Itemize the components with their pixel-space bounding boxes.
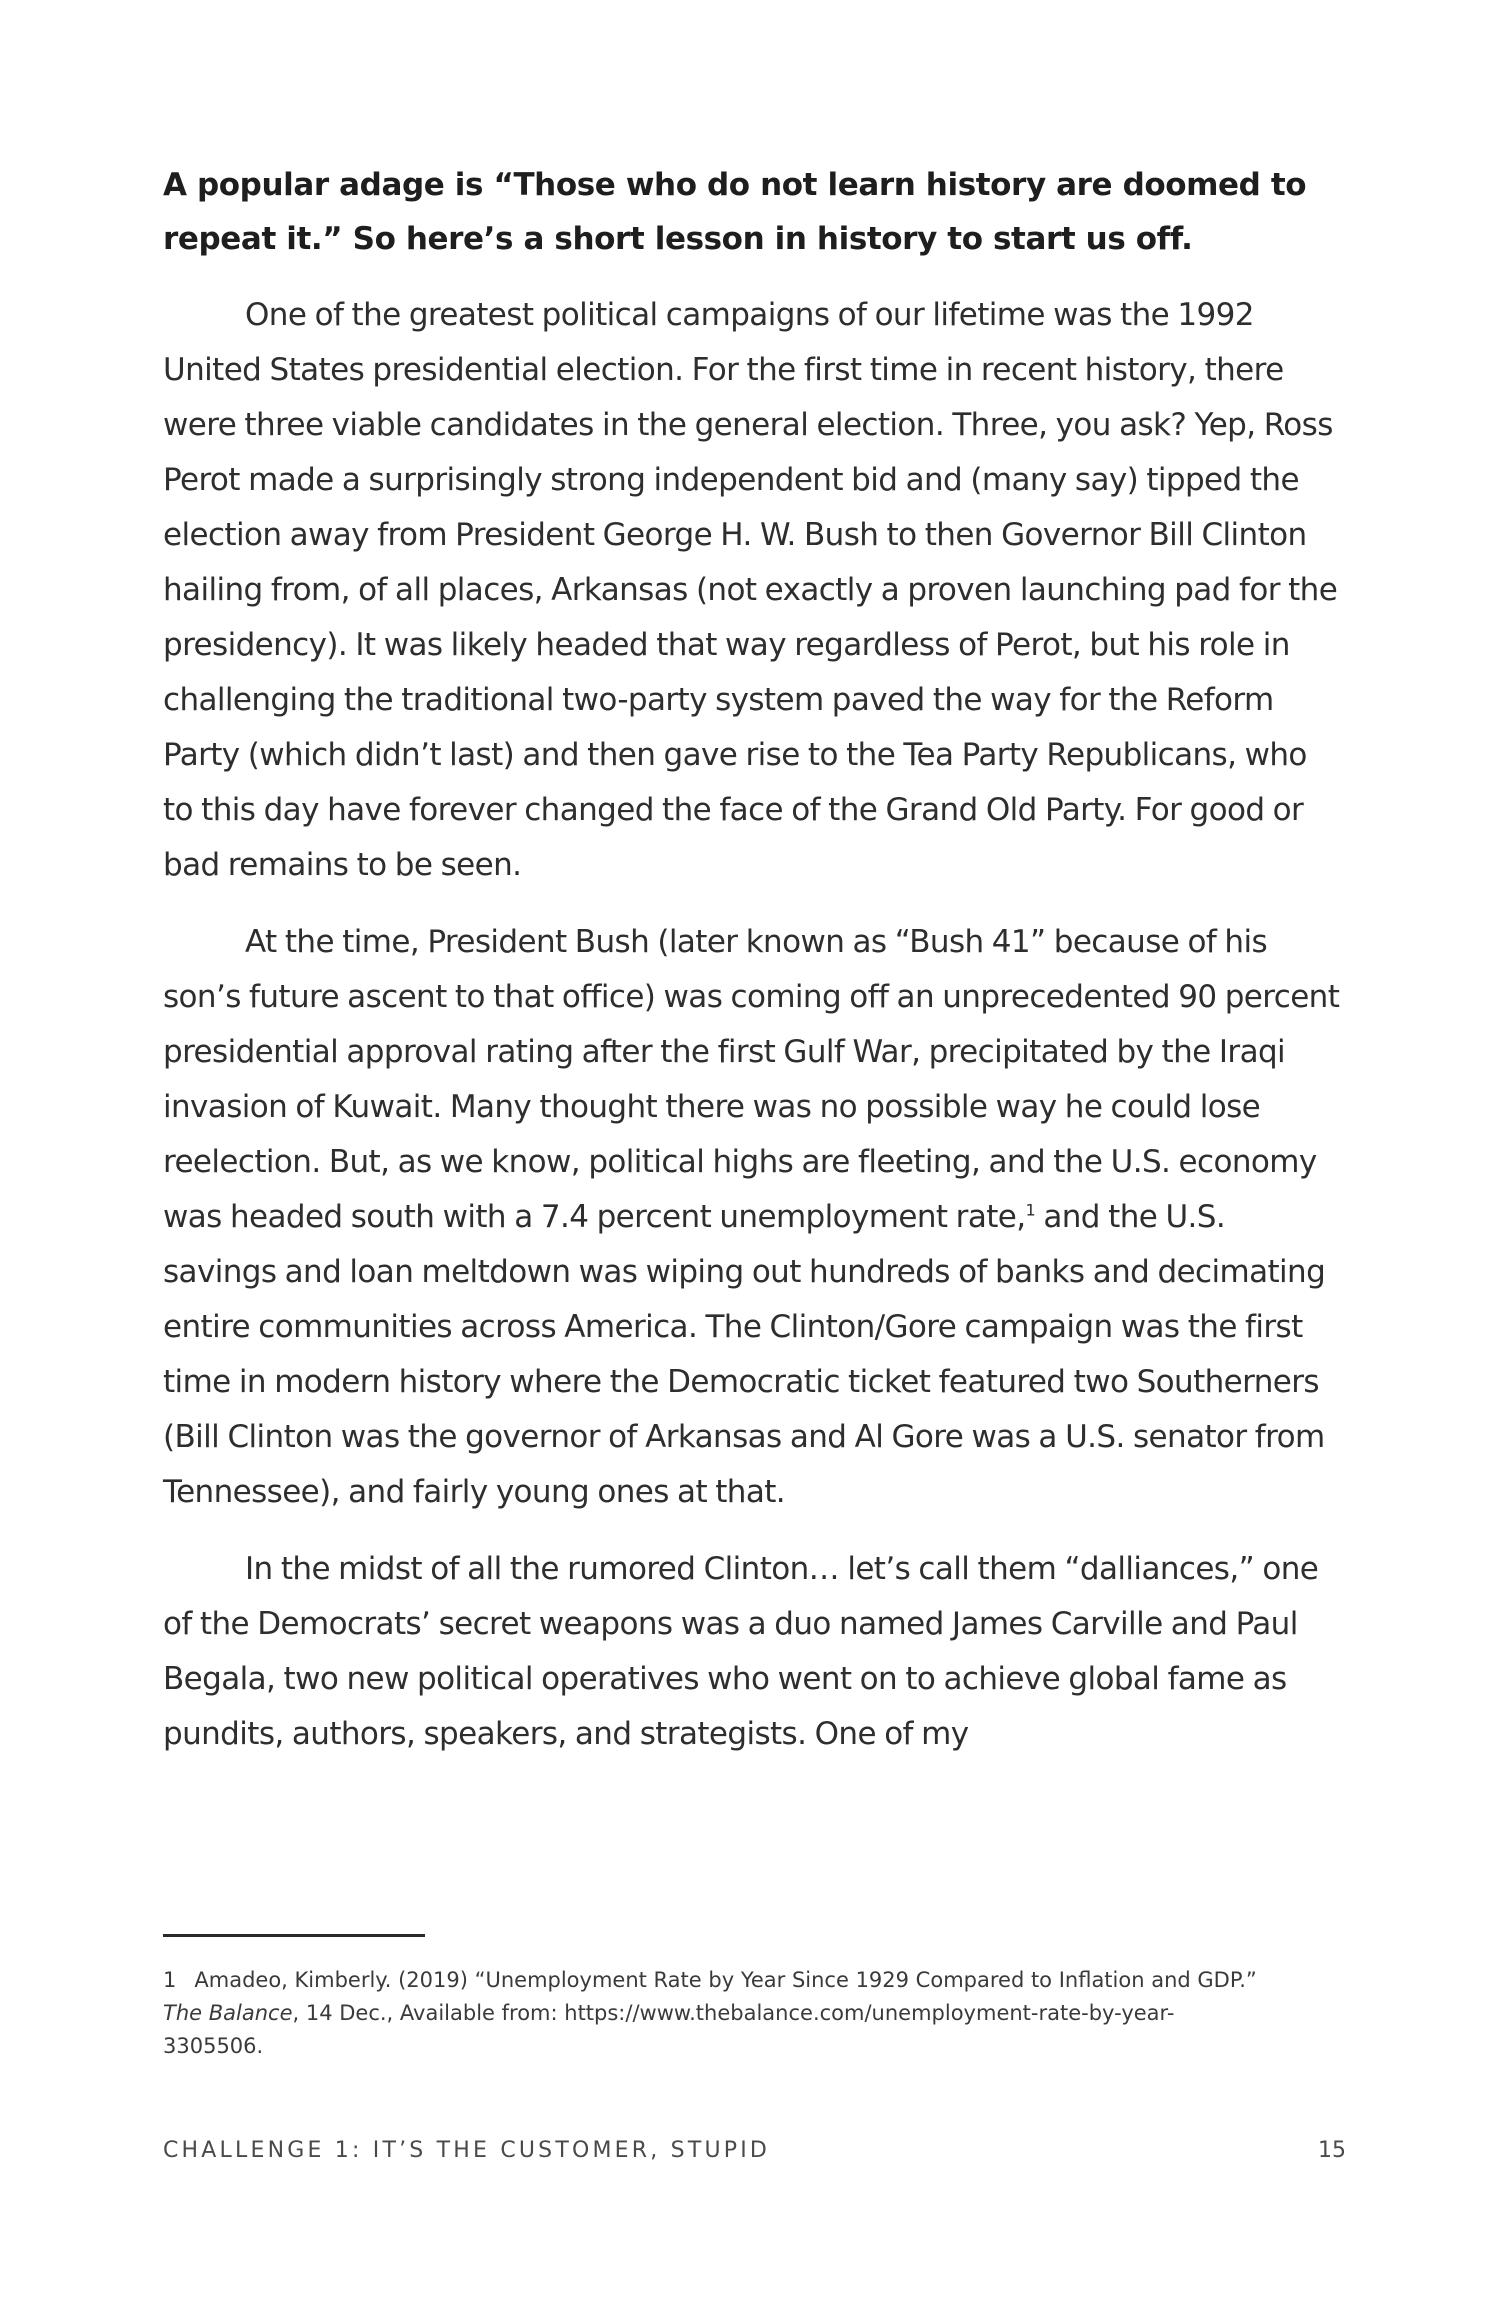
running-footer: CHALLENGE 1: IT’S THE CUSTOMER, STUPID	[163, 2138, 771, 2163]
paragraph-2-text-b: and the U.S. savings and loan meltdown was wiping out hundreds of banks and decimating entire communities across America. The Clinton/Gore campaign was the first time in modern history where the Democratic ticket featured two Southerners (Bill Clinton was the governor of Arkansas and Al Gore was a U.S. senator from Tennessee), and fairly young ones at that.	[163, 1199, 1326, 1510]
page-number: 15	[1318, 2138, 1346, 2163]
footnote-text-a: Amadeo, Kimberly. (2019) “Unemployment Rate by Year Since 1929 Compared to Inflation and GDP.”	[194, 1968, 1257, 1992]
paragraph-3: In the midst of all the rumored Clinton… let’s call them “dalliances,” one of the Democrats’ secret weapons was a duo named James Carville and Paul Begala, two new political operatives who went on to achieve global fame as pundits, authors, speakers, and strategists. One of my	[163, 1551, 1319, 1752]
paragraph-1: One of the greatest political campaigns of our lifetime was the 1992 United States presidential election. For the first time in recent history, there were three viable candidates in the general election. Three, you ask? Yep, Ross Perot made a surprisingly strong independent bid and (many say) tipped the election away from President George H. W. Bush to then Governor Bill Clinton hailing from, of all places, Arkansas (not exactly a proven launching pad for the presidency). It was likely headed that way regardless of Perot, but his role in challenging the traditional two-party system paved the way for the Reform Party (which didn’t last) and then gave rise to the Tea Party Republicans, who to this day have forever changed the face of the Grand Old Party. For good or bad remains to be seen.	[163, 297, 1338, 883]
footnote	[163, 1964, 1273, 2063]
footnote-source: The Balance	[163, 2001, 293, 2025]
footnote-reference[interactable]: 1	[1025, 1200, 1036, 1220]
footnote-divider	[163, 1934, 425, 1937]
paragraph-2	[163, 915, 1343, 1520]
footnote-number: 1	[163, 1968, 177, 1992]
footnote-text-b: , 14 Dec., Available from: https://www.thebalance.com/unemployment-rate-by-year-3305506.	[163, 2001, 1175, 2058]
paragraph-2-text-a: At the time, President Bush (later known as “Bush 41” because of his son’s future ascent to that office) was coming off an unprecedented 90 percent presidential approval rating after the first Gulf War, precipitated by the Iraqi invasion of Kuwait. Many thought there was no possible way he could lose reelection. But, as we know, political highs are fleeting, and the U.S. economy was headed south with a 7.4 percent unemployment rate,	[163, 924, 1340, 1235]
intro-paragraph: A popular adage is “Those who do not learn history are doomed to repeat it.” So here’s a short lesson in history to start us off.	[163, 167, 1307, 257]
body-text	[163, 158, 1343, 1784]
